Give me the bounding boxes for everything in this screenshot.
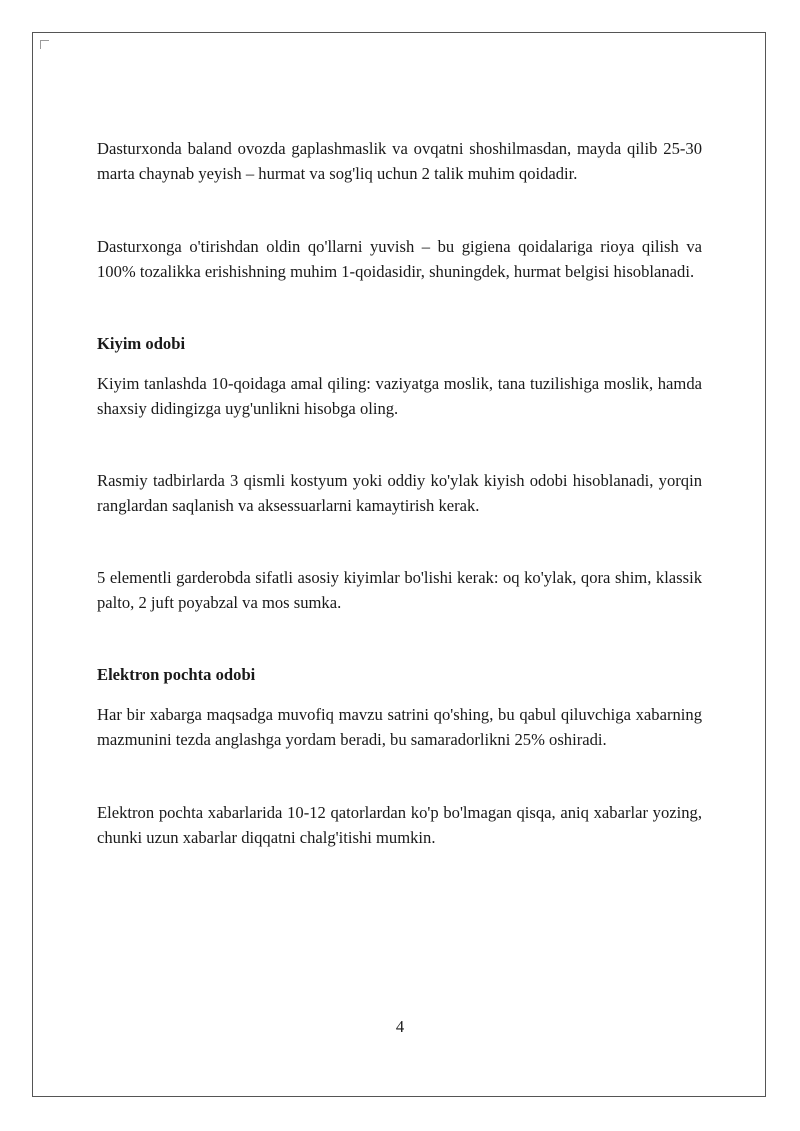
paragraph-clothing-2: Rasmiy tadbirlarda 3 qismli kostyum yoki oddiy ko'ylak kiyish odobi hisoblanadi, yorqin ranglardan saqlanish va aksessuarlarni kamaytirish kerak. xyxy=(97,471,702,515)
heading-email: Elektron pochta odobi xyxy=(97,665,256,684)
paragraph-dining-1: Dasturxonda baland ovozda gaplashmaslik va ovqatni shoshilmasdan, mayda qilib 25-30 marta chaynab yeyish – hurmat va sog'liq uchun 2 talik muhim qoidadir. xyxy=(97,139,702,183)
page-number: 4 xyxy=(395,1017,405,1036)
paragraph-email-1: Har bir xabarga maqsadga muvofiq mavzu satrini qo'shing, bu qabul qiluvchiga xabarning mazmunini tezda anglashga yordam beradi, bu samaradorlikni 25% oshiradi. xyxy=(97,705,702,749)
heading-clothing: Kiyim odobi xyxy=(97,334,186,353)
paragraph-email-2: Elektron pochta xabarlarida 10-12 qatorlardan ko'p bo'lmagan qisqa, aniq xabarlar yozing, chunki uzun xabarlar diqqatni chalg'itishi mumkin. xyxy=(97,803,702,847)
paragraph-clothing-1: Kiyim tanlashda 10-qoidaga amal qiling: vaziyatga moslik, tana tuzilishiga moslik, hamda shaxsiy didingizga uyg'unlikni hisobga oling. xyxy=(97,374,702,418)
corner-crop-mark xyxy=(40,40,49,49)
paragraph-dining-2: Dasturxonga o'tirishdan oldin qo'llarni yuvish – bu gigiena qoidalariga rioya qilish va 100% tozalikka erishishning muhim 1-qoidasidir, shuningdek, hurmat belgisi hisoblanadi. xyxy=(97,237,702,281)
paragraph-clothing-3: 5 elementli garderobda sifatli asosiy kiyimlar bo'lishi kerak: oq ko'ylak, qora shim, klassik palto, 2 juft poyabzal va mos sumka. xyxy=(97,568,702,612)
document-body xyxy=(97,136,702,850)
